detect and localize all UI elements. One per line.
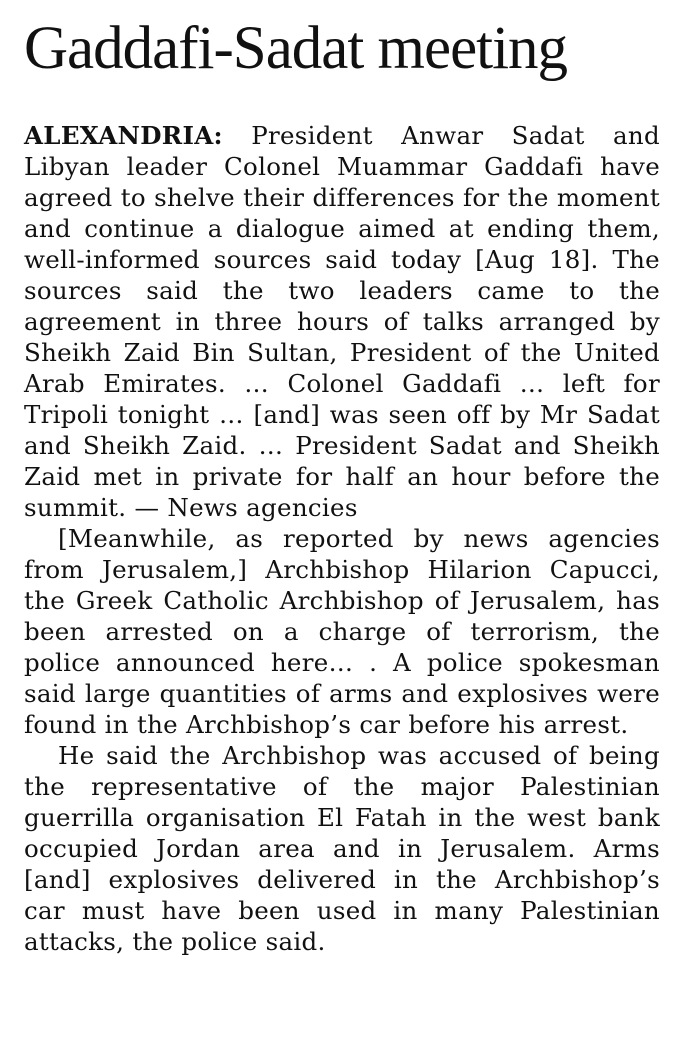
article-paragraph-2: [Meanwhile, as reported by news agencies from Jerusalem,] Archbishop Hilarion Capucci, the Greek Catholic Archbishop of Jerusalem, has been arrested on a charge of terrorism, the police announced here… . A police spokesman said large quantities of arms and explosives were found in the Archbishop’s car before his arrest. <box>24 524 660 739</box>
article-paragraph-1 <box>24 120 660 523</box>
article-headline: Gaddafi-Sadat meeting <box>24 15 568 82</box>
article-dateline: ALEXANDRIA: <box>24 121 223 150</box>
article-paragraph-3: He said the Archbishop was accused of being the representative of the major Palestinian guerrilla organisation El Fatah in the west bank occupied Jordan area and in Jerusalem. Arms [and] explosives delivered in the Archbishop’s car must have been used in many Palestinian attacks, the police said. <box>24 741 660 956</box>
news-article <box>24 14 660 957</box>
article-paragraph-1-text: President Anwar Sadat and Libyan leader Colonel Muammar Gaddafi have agreed to shelve their differences for the moment and continue a dialogue aimed at ending them, well-informed sources said today [Aug 18]. The sources said the two leaders came to the agreement in three hours of talks arranged by Sheikh Zaid Bin Sultan, President of the United Arab Emirates. … Colonel Gaddafi … left for Tripoli tonight … [and] was seen off by Mr Sadat and Sheikh Zaid. … President Sadat and Sheikh Zaid met in private for half an hour before the summit. — News agencies <box>24 121 660 522</box>
